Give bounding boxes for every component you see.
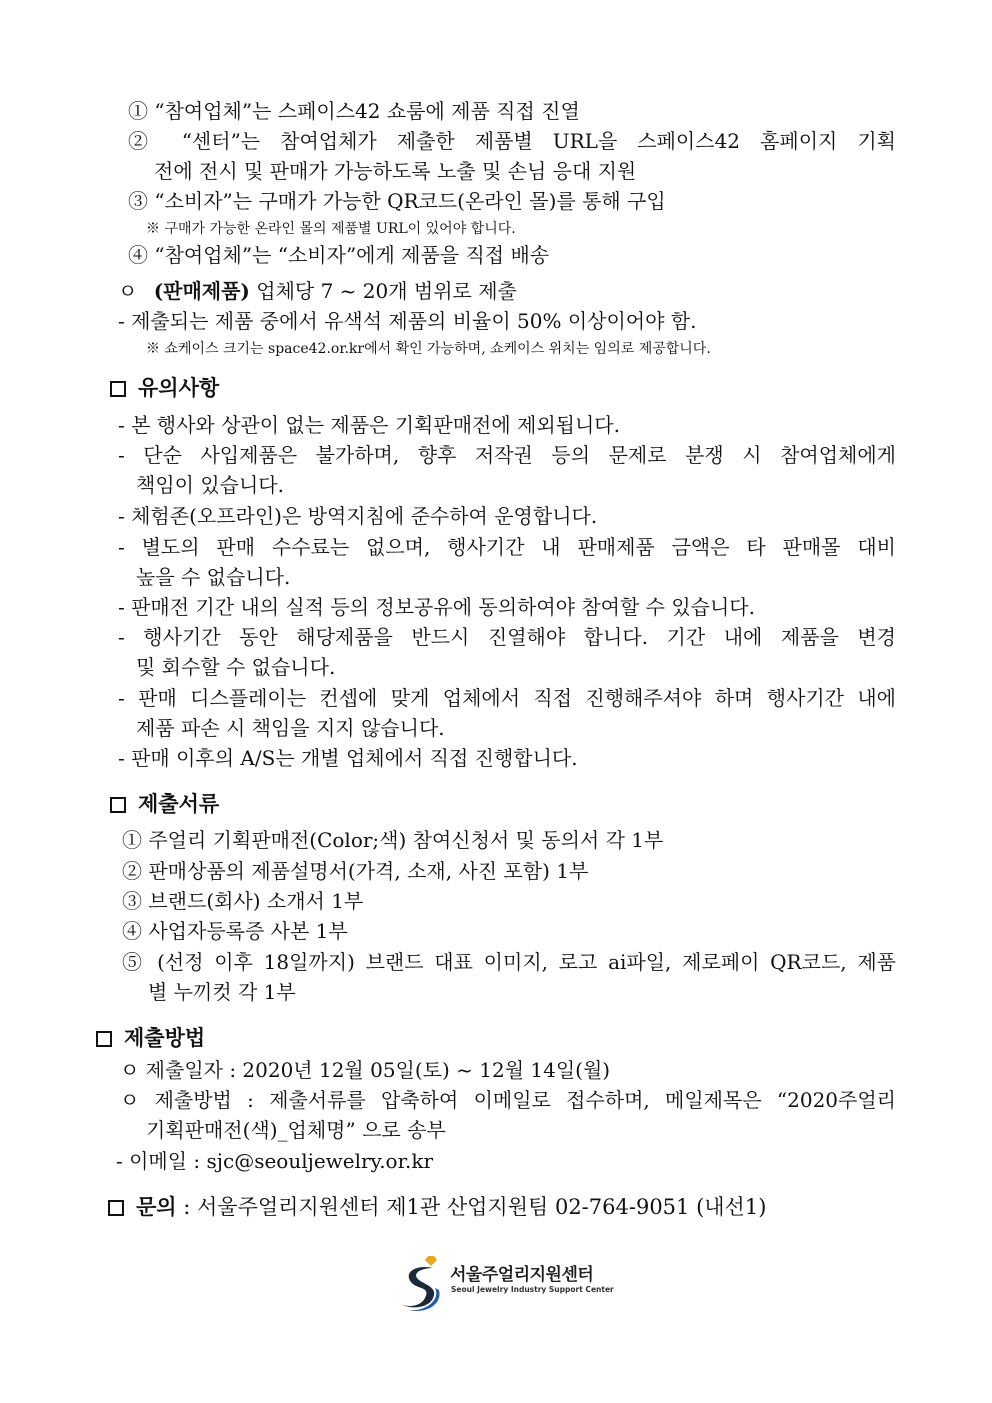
documents-item-5-line-2: 별 누끼컷 각 1부 <box>148 980 296 1004</box>
notice-heading <box>110 373 896 403</box>
notice-item-3: - 체험존(오프라인)은 방역지침에 준수하여 운영합니다. <box>118 504 598 528</box>
products-label: (판매제품) <box>153 279 250 303</box>
center-logo <box>395 1252 614 1314</box>
products-ratio: - 제출되는 제품 중에서 유색석 제품의 비율이 50% 이상이어야 함. <box>118 309 697 333</box>
notice-item-7-line-1: - 판매 디스플레이는 컨셉에 맞게 업체에서 직접 진행해주셔야 하며 행사기간 내에 <box>118 686 896 710</box>
method-item-2-line-2: 기획판매전(색)_업체명” 으로 송부 <box>146 1118 446 1142</box>
process-step-3: ③ “소비자”는 구매가 가능한 QR코드(온라인 몰)를 통해 구입 <box>128 189 666 213</box>
notice-item-4-line-2: 높을 수 없습니다. <box>136 565 291 589</box>
checkbox-square-icon <box>110 381 126 397</box>
logo-mark-icon <box>395 1252 449 1314</box>
method-email: - 이메일 : sjc@seouljewelry.or.kr <box>116 1149 434 1173</box>
contact-label: 문의 <box>136 1194 177 1219</box>
checkbox-square-icon <box>110 797 126 813</box>
products-note: ※ 쇼케이스 크기는 space42.or.kr에서 확인 가능하며, 쇼케이스 위치는 임의로 제공합니다. <box>146 341 711 357</box>
notice-item-5: - 판매전 기간 내의 실적 등의 정보공유에 동의하여야 참여할 수 있습니다. <box>118 595 755 619</box>
bullet: ㅇ <box>118 279 138 303</box>
documents-item-5-line-1: ⑤ (선정 이후 18일까지) 브랜드 대표 이미지, 로고 ai파일, 제로페이 QR코드, 제품 <box>122 950 896 974</box>
documents-item-4: ④ 사업자등록증 사본 1부 <box>122 919 348 943</box>
documents-item-2: ② 판매상품의 제품설명서(가격, 소재, 사진 포함) 1부 <box>122 859 589 883</box>
method-item-2-line-1: ㅇ 제출방법 : 제출서류를 압축하여 이메일로 접수하며, 메일제목은 “2020주얼리 <box>120 1088 896 1112</box>
notice-item-6-line-2: 및 회수할 수 없습니다. <box>136 655 336 679</box>
contact-line <box>108 1192 896 1222</box>
method-title: 제출방법 <box>124 1025 206 1050</box>
method-item-1: ㅇ 제출일자 : 2020년 12월 05일(토) ~ 12월 14일(월) <box>120 1058 611 1082</box>
method-heading <box>96 1023 896 1053</box>
notice-item-4-line-1: - 별도의 판매 수수료는 없으며, 행사기간 내 판매제품 금액은 타 판매몰 대비 <box>118 535 896 559</box>
notice-item-1: - 본 행사와 상관이 없는 제품은 기획판매전에 제외됩니다. <box>118 413 620 437</box>
process-step-2-line-2: 전에 전시 및 판매가 가능하도록 노출 및 손님 응대 지원 <box>154 159 637 183</box>
documents-heading <box>110 789 896 819</box>
products-line <box>118 276 896 306</box>
documents-item-1: ① 주얼리 기획판매전(Color;색) 참여신청서 및 동의서 각 1부 <box>122 828 664 852</box>
contact-text: : 서울주얼리지원센터 제1관 산업지원팀 02-764-9051 (내선1) <box>176 1195 767 1219</box>
documents-item-3: ③ 브랜드(회사) 소개서 1부 <box>122 889 364 913</box>
notice-item-8: - 판매 이후의 A/S는 개별 업체에서 직접 진행합니다. <box>118 746 578 770</box>
notice-item-7-line-2: 제품 파손 시 책임을 지지 않습니다. <box>136 716 445 740</box>
documents-title: 제출서류 <box>138 791 220 816</box>
notice-title: 유의사항 <box>138 375 220 400</box>
checkbox-square-icon <box>108 1200 124 1216</box>
checkbox-square-icon <box>96 1031 112 1047</box>
notice-item-2-line-2: 책임이 있습니다. <box>136 473 284 497</box>
products-text: 업체당 7 ~ 20개 범위로 제출 <box>249 279 517 303</box>
notice-item-6-line-1: - 행사기간 동안 해당제품을 반드시 진열해야 합니다. 기간 내에 제품을 변경 <box>118 625 896 649</box>
process-step-1: ① “참여업체”는 스페이스42 쇼룸에 제품 직접 진열 <box>128 99 580 123</box>
notice-item-2-line-1: - 단순 사입제품은 불가하며, 향후 저작권 등의 문제로 분쟁 시 참여업체에게 <box>118 443 896 467</box>
logo-name: 서울주얼리지원센터 <box>450 1265 594 1285</box>
process-step-2-line-1: ② “센터”는 참여업체가 제출한 제품별 URL을 스페이스42 홈페이지 기획 <box>128 129 896 153</box>
process-step-4: ④ “참여업체”는 “소비자”에게 제품을 직접 배송 <box>128 243 550 267</box>
process-step-3-note: ※ 구매가 가능한 온라인 몰의 제품별 URL이 있어야 합니다. <box>146 221 516 237</box>
logo-subtitle: Seoul Jewelry Industry Support Center <box>451 1285 614 1294</box>
